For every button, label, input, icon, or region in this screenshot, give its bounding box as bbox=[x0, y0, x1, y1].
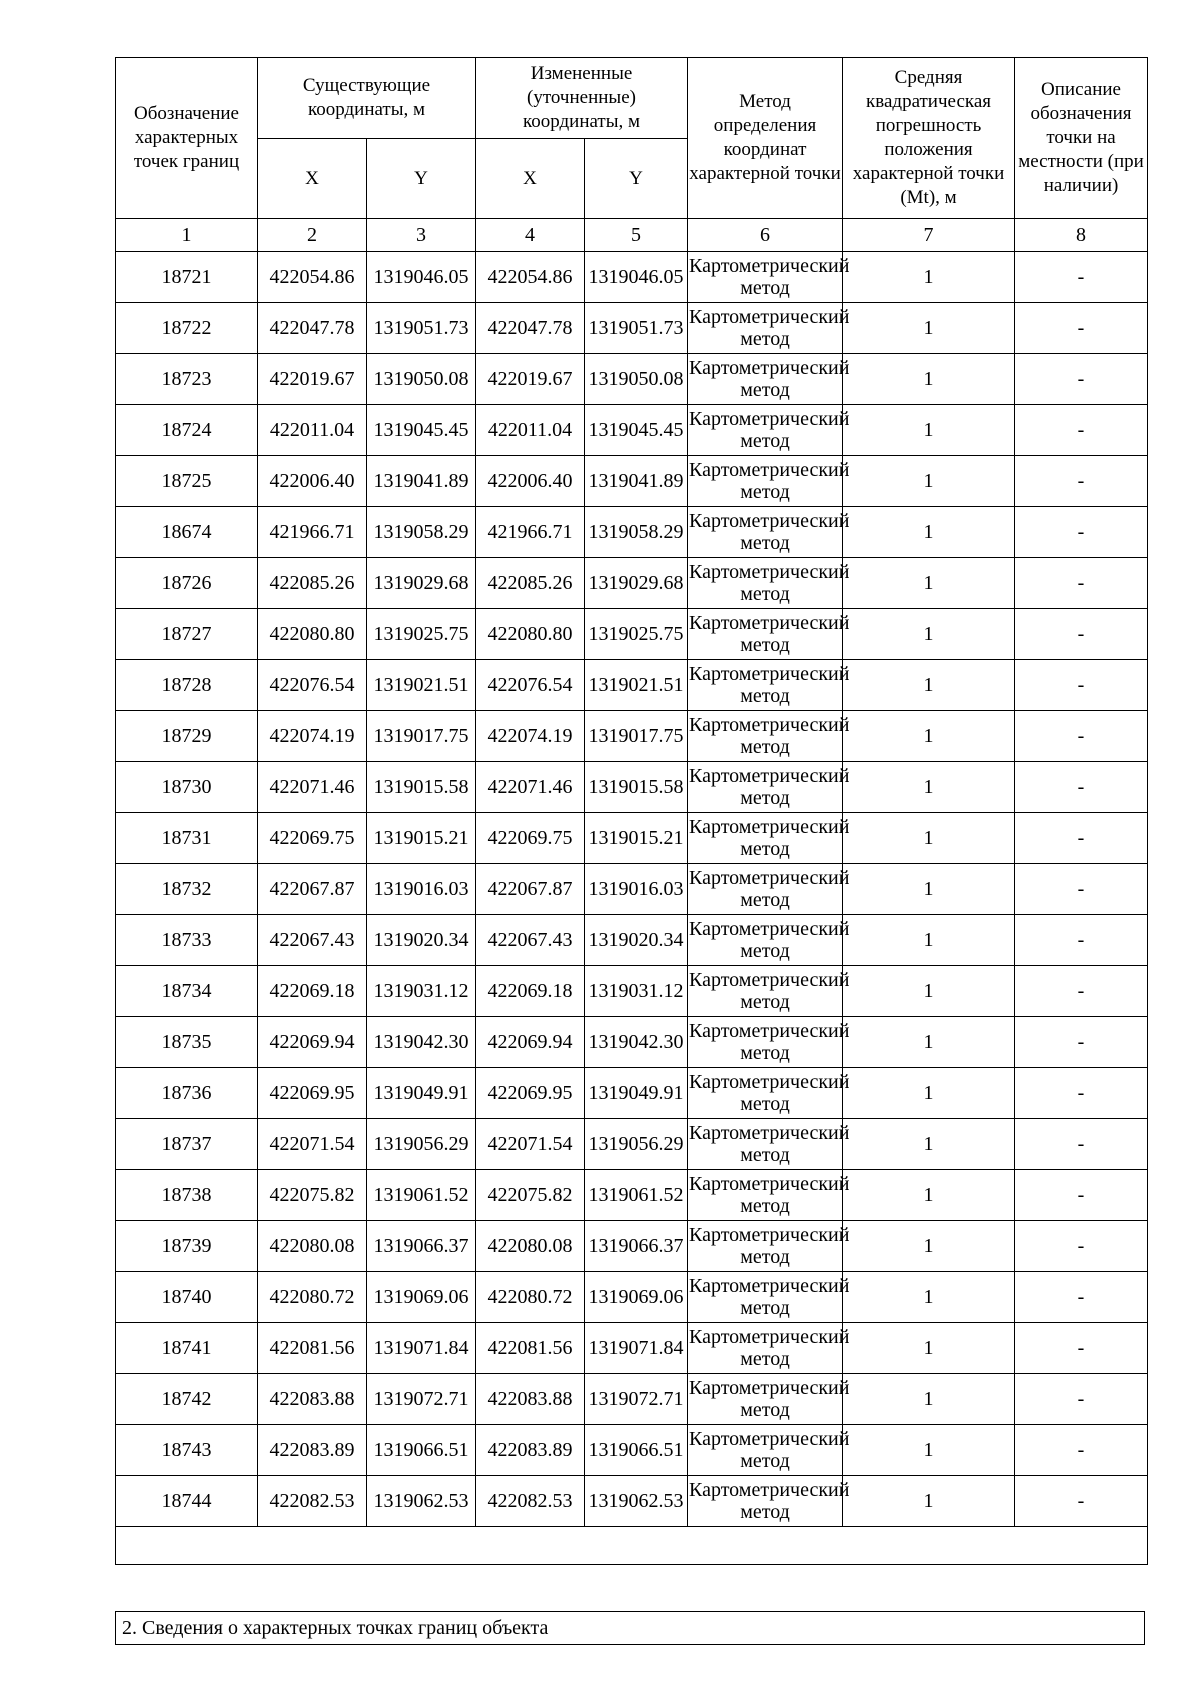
point-id-cell: 18721 bbox=[116, 252, 258, 303]
method-cell: Картометрический метод bbox=[688, 609, 843, 660]
method-cell: Картометрический метод bbox=[688, 1170, 843, 1221]
error-cell: 1 bbox=[843, 558, 1015, 609]
changed-x-cell: 421966.71 bbox=[476, 507, 585, 558]
existing-y-cell: 1319015.58 bbox=[367, 762, 476, 813]
changed-x-cell: 422011.04 bbox=[476, 405, 585, 456]
changed-y-cell: 1319066.51 bbox=[585, 1425, 688, 1476]
existing-y-cell: 1319046.05 bbox=[367, 252, 476, 303]
method-cell: Картометрический метод bbox=[688, 1068, 843, 1119]
point-id-cell: 18732 bbox=[116, 864, 258, 915]
existing-y-cell: 1319066.51 bbox=[367, 1425, 476, 1476]
existing-y-cell: 1319021.51 bbox=[367, 660, 476, 711]
header-method: Метод определения координат характерной точки bbox=[688, 58, 843, 219]
changed-x-cell: 422081.56 bbox=[476, 1323, 585, 1374]
existing-y-cell: 1319061.52 bbox=[367, 1170, 476, 1221]
header-existing-coordinates: Существующие координаты, м bbox=[258, 58, 476, 139]
method-cell: Картометрический метод bbox=[688, 507, 843, 558]
description-cell: - bbox=[1015, 813, 1148, 864]
changed-y-cell: 1319046.05 bbox=[585, 252, 688, 303]
error-cell: 1 bbox=[843, 405, 1015, 456]
changed-x-cell: 422076.54 bbox=[476, 660, 585, 711]
existing-y-cell: 1319058.29 bbox=[367, 507, 476, 558]
existing-y-cell: 1319071.84 bbox=[367, 1323, 476, 1374]
changed-x-cell: 422054.86 bbox=[476, 252, 585, 303]
changed-y-cell: 1319041.89 bbox=[585, 456, 688, 507]
table-row bbox=[116, 711, 1148, 762]
error-cell: 1 bbox=[843, 609, 1015, 660]
existing-x-cell: 422069.94 bbox=[258, 1017, 367, 1068]
description-cell: - bbox=[1015, 456, 1148, 507]
existing-x-cell: 422071.54 bbox=[258, 1119, 367, 1170]
description-cell: - bbox=[1015, 1068, 1148, 1119]
table-row bbox=[116, 609, 1148, 660]
changed-x-cell: 422071.54 bbox=[476, 1119, 585, 1170]
table-row bbox=[116, 1476, 1148, 1527]
existing-x-cell: 422083.88 bbox=[258, 1374, 367, 1425]
changed-x-cell: 422085.26 bbox=[476, 558, 585, 609]
description-cell: - bbox=[1015, 1374, 1148, 1425]
existing-x-cell: 422080.80 bbox=[258, 609, 367, 660]
existing-x-cell: 422011.04 bbox=[258, 405, 367, 456]
description-cell: - bbox=[1015, 252, 1148, 303]
existing-y-cell: 1319062.53 bbox=[367, 1476, 476, 1527]
table-empty-row bbox=[116, 1527, 1148, 1565]
column-number: 6 bbox=[688, 219, 843, 252]
existing-y-cell: 1319017.75 bbox=[367, 711, 476, 762]
existing-x-cell: 422067.43 bbox=[258, 915, 367, 966]
method-cell: Картометрический метод bbox=[688, 762, 843, 813]
changed-y-cell: 1319050.08 bbox=[585, 354, 688, 405]
point-id-cell: 18735 bbox=[116, 1017, 258, 1068]
existing-y-cell: 1319020.34 bbox=[367, 915, 476, 966]
changed-y-cell: 1319015.58 bbox=[585, 762, 688, 813]
method-cell: Картометрический метод bbox=[688, 1374, 843, 1425]
point-id-cell: 18725 bbox=[116, 456, 258, 507]
existing-x-cell: 422067.87 bbox=[258, 864, 367, 915]
description-cell: - bbox=[1015, 609, 1148, 660]
existing-y-cell: 1319041.89 bbox=[367, 456, 476, 507]
description-cell: - bbox=[1015, 1017, 1148, 1068]
error-cell: 1 bbox=[843, 864, 1015, 915]
description-cell: - bbox=[1015, 966, 1148, 1017]
error-cell: 1 bbox=[843, 813, 1015, 864]
existing-y-cell: 1319049.91 bbox=[367, 1068, 476, 1119]
changed-y-cell: 1319020.34 bbox=[585, 915, 688, 966]
error-cell: 1 bbox=[843, 1119, 1015, 1170]
changed-y-cell: 1319058.29 bbox=[585, 507, 688, 558]
existing-y-cell: 1319029.68 bbox=[367, 558, 476, 609]
existing-x-cell: 422071.46 bbox=[258, 762, 367, 813]
changed-x-cell: 422069.94 bbox=[476, 1017, 585, 1068]
header-row-top bbox=[116, 58, 1148, 139]
point-id-cell: 18738 bbox=[116, 1170, 258, 1221]
changed-y-cell: 1319015.21 bbox=[585, 813, 688, 864]
description-cell: - bbox=[1015, 660, 1148, 711]
changed-x-cell: 422067.87 bbox=[476, 864, 585, 915]
point-id-cell: 18674 bbox=[116, 507, 258, 558]
changed-x-cell: 422080.72 bbox=[476, 1272, 585, 1323]
description-cell: - bbox=[1015, 354, 1148, 405]
error-cell: 1 bbox=[843, 507, 1015, 558]
existing-y-cell: 1319031.12 bbox=[367, 966, 476, 1017]
method-cell: Картометрический метод bbox=[688, 1119, 843, 1170]
changed-y-cell: 1319056.29 bbox=[585, 1119, 688, 1170]
changed-y-cell: 1319069.06 bbox=[585, 1272, 688, 1323]
changed-x-cell: 422067.43 bbox=[476, 915, 585, 966]
error-cell: 1 bbox=[843, 915, 1015, 966]
error-cell: 1 bbox=[843, 252, 1015, 303]
existing-y-cell: 1319042.30 bbox=[367, 1017, 476, 1068]
description-cell: - bbox=[1015, 1170, 1148, 1221]
point-id-cell: 18724 bbox=[116, 405, 258, 456]
table-row bbox=[116, 303, 1148, 354]
changed-x-cell: 422074.19 bbox=[476, 711, 585, 762]
point-id-cell: 18737 bbox=[116, 1119, 258, 1170]
changed-y-cell: 1319071.84 bbox=[585, 1323, 688, 1374]
point-id-cell: 18730 bbox=[116, 762, 258, 813]
table-row bbox=[116, 1272, 1148, 1323]
table-row bbox=[116, 660, 1148, 711]
method-cell: Картометрический метод bbox=[688, 966, 843, 1017]
method-cell: Картометрический метод bbox=[688, 1476, 843, 1527]
error-cell: 1 bbox=[843, 966, 1015, 1017]
description-cell: - bbox=[1015, 864, 1148, 915]
table-body bbox=[116, 252, 1148, 1527]
method-cell: Картометрический метод bbox=[688, 354, 843, 405]
existing-y-cell: 1319016.03 bbox=[367, 864, 476, 915]
section-heading: 2. Сведения о характерных точках границ объекта bbox=[115, 1611, 1145, 1645]
coordinates-table bbox=[115, 57, 1148, 1565]
changed-x-cell: 422080.80 bbox=[476, 609, 585, 660]
header-error: Средняя квадратическая погрешность положения характерной точки (Mt), м bbox=[843, 58, 1015, 219]
description-cell: - bbox=[1015, 303, 1148, 354]
description-cell: - bbox=[1015, 1425, 1148, 1476]
error-cell: 1 bbox=[843, 354, 1015, 405]
method-cell: Картометрический метод bbox=[688, 813, 843, 864]
point-id-cell: 18733 bbox=[116, 915, 258, 966]
header-changed-x: X bbox=[476, 139, 585, 219]
existing-x-cell: 422006.40 bbox=[258, 456, 367, 507]
error-cell: 1 bbox=[843, 1374, 1015, 1425]
point-id-cell: 18740 bbox=[116, 1272, 258, 1323]
header-existing-x: X bbox=[258, 139, 367, 219]
description-cell: - bbox=[1015, 558, 1148, 609]
changed-y-cell: 1319029.68 bbox=[585, 558, 688, 609]
point-id-cell: 18739 bbox=[116, 1221, 258, 1272]
table-row bbox=[116, 915, 1148, 966]
error-cell: 1 bbox=[843, 1017, 1015, 1068]
column-number: 8 bbox=[1015, 219, 1148, 252]
changed-x-cell: 422075.82 bbox=[476, 1170, 585, 1221]
changed-x-cell: 422071.46 bbox=[476, 762, 585, 813]
error-cell: 1 bbox=[843, 1272, 1015, 1323]
method-cell: Картометрический метод bbox=[688, 405, 843, 456]
table-row bbox=[116, 354, 1148, 405]
point-id-cell: 18729 bbox=[116, 711, 258, 762]
table-row bbox=[116, 456, 1148, 507]
point-id-cell: 18722 bbox=[116, 303, 258, 354]
error-cell: 1 bbox=[843, 660, 1015, 711]
changed-y-cell: 1319016.03 bbox=[585, 864, 688, 915]
method-cell: Картометрический метод bbox=[688, 1221, 843, 1272]
table-row bbox=[116, 507, 1148, 558]
changed-x-cell: 422080.08 bbox=[476, 1221, 585, 1272]
description-cell: - bbox=[1015, 405, 1148, 456]
changed-x-cell: 422069.95 bbox=[476, 1068, 585, 1119]
changed-x-cell: 422006.40 bbox=[476, 456, 585, 507]
changed-y-cell: 1319017.75 bbox=[585, 711, 688, 762]
table-row bbox=[116, 558, 1148, 609]
table-row bbox=[116, 1170, 1148, 1221]
method-cell: Картометрический метод bbox=[688, 915, 843, 966]
existing-x-cell: 422019.67 bbox=[258, 354, 367, 405]
existing-x-cell: 422076.54 bbox=[258, 660, 367, 711]
error-cell: 1 bbox=[843, 1221, 1015, 1272]
description-cell: - bbox=[1015, 1272, 1148, 1323]
table-row bbox=[116, 1323, 1148, 1374]
table-row bbox=[116, 813, 1148, 864]
table-row bbox=[116, 762, 1148, 813]
existing-y-cell: 1319056.29 bbox=[367, 1119, 476, 1170]
changed-y-cell: 1319072.71 bbox=[585, 1374, 688, 1425]
header-changed-coordinates: Измененные (уточненные) координаты, м bbox=[476, 58, 688, 139]
error-cell: 1 bbox=[843, 711, 1015, 762]
header-existing-y: Y bbox=[367, 139, 476, 219]
empty-cell bbox=[116, 1527, 1148, 1565]
changed-y-cell: 1319025.75 bbox=[585, 609, 688, 660]
point-id-cell: 18723 bbox=[116, 354, 258, 405]
column-number-row bbox=[116, 219, 1148, 252]
changed-x-cell: 422082.53 bbox=[476, 1476, 585, 1527]
method-cell: Картометрический метод bbox=[688, 558, 843, 609]
existing-x-cell: 422069.75 bbox=[258, 813, 367, 864]
changed-y-cell: 1319062.53 bbox=[585, 1476, 688, 1527]
error-cell: 1 bbox=[843, 1476, 1015, 1527]
changed-y-cell: 1319042.30 bbox=[585, 1017, 688, 1068]
changed-y-cell: 1319061.52 bbox=[585, 1170, 688, 1221]
description-cell: - bbox=[1015, 1476, 1148, 1527]
changed-y-cell: 1319045.45 bbox=[585, 405, 688, 456]
column-number: 3 bbox=[367, 219, 476, 252]
point-id-cell: 18741 bbox=[116, 1323, 258, 1374]
method-cell: Картометрический метод bbox=[688, 711, 843, 762]
point-id-cell: 18744 bbox=[116, 1476, 258, 1527]
changed-x-cell: 422083.89 bbox=[476, 1425, 585, 1476]
column-number: 2 bbox=[258, 219, 367, 252]
existing-y-cell: 1319050.08 bbox=[367, 354, 476, 405]
existing-x-cell: 422074.19 bbox=[258, 711, 367, 762]
header-changed-y: Y bbox=[585, 139, 688, 219]
error-cell: 1 bbox=[843, 303, 1015, 354]
existing-y-cell: 1319015.21 bbox=[367, 813, 476, 864]
point-id-cell: 18728 bbox=[116, 660, 258, 711]
column-number: 7 bbox=[843, 219, 1015, 252]
method-cell: Картометрический метод bbox=[688, 1425, 843, 1476]
changed-y-cell: 1319049.91 bbox=[585, 1068, 688, 1119]
table-row bbox=[116, 1119, 1148, 1170]
point-id-cell: 18727 bbox=[116, 609, 258, 660]
existing-y-cell: 1319072.71 bbox=[367, 1374, 476, 1425]
existing-x-cell: 422080.72 bbox=[258, 1272, 367, 1323]
changed-x-cell: 422069.18 bbox=[476, 966, 585, 1017]
changed-y-cell: 1319051.73 bbox=[585, 303, 688, 354]
existing-x-cell: 422075.82 bbox=[258, 1170, 367, 1221]
method-cell: Картометрический метод bbox=[688, 1272, 843, 1323]
point-id-cell: 18734 bbox=[116, 966, 258, 1017]
error-cell: 1 bbox=[843, 762, 1015, 813]
header-designation: Обозначение характерных точек границ bbox=[116, 58, 258, 219]
existing-x-cell: 422069.95 bbox=[258, 1068, 367, 1119]
point-id-cell: 18736 bbox=[116, 1068, 258, 1119]
existing-x-cell: 422047.78 bbox=[258, 303, 367, 354]
error-cell: 1 bbox=[843, 456, 1015, 507]
description-cell: - bbox=[1015, 1323, 1148, 1374]
changed-x-cell: 422019.67 bbox=[476, 354, 585, 405]
changed-x-cell: 422083.88 bbox=[476, 1374, 585, 1425]
method-cell: Картометрический метод bbox=[688, 1017, 843, 1068]
column-number: 4 bbox=[476, 219, 585, 252]
table-row bbox=[116, 252, 1148, 303]
column-number: 1 bbox=[116, 219, 258, 252]
existing-x-cell: 422080.08 bbox=[258, 1221, 367, 1272]
error-cell: 1 bbox=[843, 1170, 1015, 1221]
method-cell: Картометрический метод bbox=[688, 252, 843, 303]
error-cell: 1 bbox=[843, 1323, 1015, 1374]
table-row bbox=[116, 1017, 1148, 1068]
point-id-cell: 18726 bbox=[116, 558, 258, 609]
existing-x-cell: 422081.56 bbox=[258, 1323, 367, 1374]
description-cell: - bbox=[1015, 711, 1148, 762]
changed-y-cell: 1319031.12 bbox=[585, 966, 688, 1017]
changed-y-cell: 1319066.37 bbox=[585, 1221, 688, 1272]
existing-y-cell: 1319066.37 bbox=[367, 1221, 476, 1272]
error-cell: 1 bbox=[843, 1068, 1015, 1119]
existing-x-cell: 422083.89 bbox=[258, 1425, 367, 1476]
table-row bbox=[116, 405, 1148, 456]
method-cell: Картометрический метод bbox=[688, 303, 843, 354]
existing-x-cell: 422085.26 bbox=[258, 558, 367, 609]
point-id-cell: 18731 bbox=[116, 813, 258, 864]
existing-y-cell: 1319051.73 bbox=[367, 303, 476, 354]
changed-y-cell: 1319021.51 bbox=[585, 660, 688, 711]
description-cell: - bbox=[1015, 507, 1148, 558]
method-cell: Картометрический метод bbox=[688, 864, 843, 915]
header-description: Описание обозначения точки на местности (при наличии) bbox=[1015, 58, 1148, 219]
method-cell: Картометрический метод bbox=[688, 1323, 843, 1374]
table-row bbox=[116, 1374, 1148, 1425]
existing-x-cell: 422082.53 bbox=[258, 1476, 367, 1527]
existing-x-cell: 421966.71 bbox=[258, 507, 367, 558]
method-cell: Картометрический метод bbox=[688, 456, 843, 507]
point-id-cell: 18743 bbox=[116, 1425, 258, 1476]
table-row bbox=[116, 966, 1148, 1017]
column-number: 5 bbox=[585, 219, 688, 252]
table-row bbox=[116, 864, 1148, 915]
existing-y-cell: 1319045.45 bbox=[367, 405, 476, 456]
description-cell: - bbox=[1015, 1119, 1148, 1170]
table-row bbox=[116, 1425, 1148, 1476]
description-cell: - bbox=[1015, 1221, 1148, 1272]
table-row bbox=[116, 1221, 1148, 1272]
existing-x-cell: 422054.86 bbox=[258, 252, 367, 303]
description-cell: - bbox=[1015, 915, 1148, 966]
changed-x-cell: 422069.75 bbox=[476, 813, 585, 864]
existing-x-cell: 422069.18 bbox=[258, 966, 367, 1017]
table-row bbox=[116, 1068, 1148, 1119]
existing-y-cell: 1319069.06 bbox=[367, 1272, 476, 1323]
method-cell: Картометрический метод bbox=[688, 660, 843, 711]
changed-x-cell: 422047.78 bbox=[476, 303, 585, 354]
point-id-cell: 18742 bbox=[116, 1374, 258, 1425]
description-cell: - bbox=[1015, 762, 1148, 813]
existing-y-cell: 1319025.75 bbox=[367, 609, 476, 660]
error-cell: 1 bbox=[843, 1425, 1015, 1476]
